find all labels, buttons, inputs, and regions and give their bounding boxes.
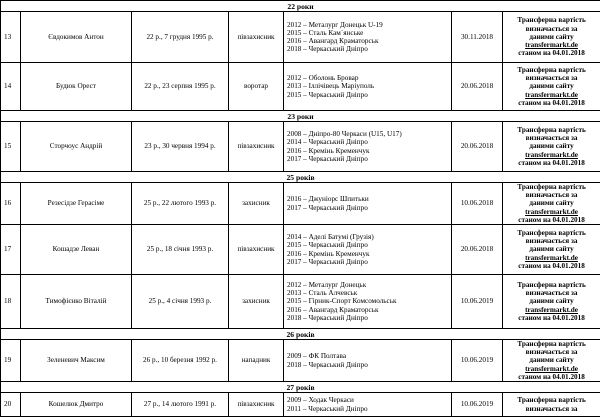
player-number: 16 — [1, 183, 21, 225]
player-age-birthdate: 22 р., 7 грудня 1995 р. — [132, 12, 229, 63]
value-note-line: станом на 04.01.2018 — [505, 99, 598, 107]
career-club-entry: 2012 – Оболонь Бровар — [287, 74, 449, 82]
player-position: півзахисник — [229, 393, 284, 417]
player-row — [1, 340, 600, 382]
age-group-row — [1, 329, 600, 340]
player-career-clubs — [284, 12, 452, 63]
value-note-line: Трансферна вартість — [505, 183, 598, 191]
player-career-clubs — [284, 122, 452, 172]
player-age-birthdate: 23 р., 30 червня 1994 р. — [132, 122, 229, 172]
career-club-entry: 2012 – Металург Донецьк U-19 — [287, 21, 449, 29]
contract-end-date: 10.06.2019 — [452, 275, 503, 329]
player-career-clubs — [284, 63, 452, 111]
transfermarkt-site-text: transfermarkt.de — [505, 91, 598, 99]
value-note-line: Трансферна вартість — [505, 396, 598, 404]
value-note-line: Трансферна вартість — [505, 66, 598, 74]
player-age-birthdate: 25 р., 4 січня 1993 р. — [132, 275, 229, 329]
player-row — [1, 225, 600, 275]
transfermarkt-site-text: transfermarkt.de — [505, 365, 598, 373]
value-note-line: станом на 04.01.2018 — [505, 262, 598, 270]
contract-end-date: 10.06.2018 — [452, 183, 503, 225]
player-number: 15 — [1, 122, 21, 172]
career-club-entry: 2016 – Авангард Краматорськ — [287, 37, 449, 45]
career-club-entry: 2015 – Гірник-Спорт Комсомольськ — [287, 297, 449, 305]
player-age-birthdate: 25 р., 18 січня 1993 р. — [132, 225, 229, 275]
value-note-line: даними сайту — [505, 199, 598, 207]
value-note-line: визначається за — [505, 237, 598, 245]
player-name: Зеленевич Максим — [21, 340, 132, 382]
transfer-value-note — [503, 183, 600, 225]
player-name: Резесідзе Герасіме — [21, 183, 132, 225]
value-note-line: визначається за — [505, 134, 598, 142]
transfermarkt-site-text: transfermarkt.de — [505, 306, 598, 314]
value-note-line: Трансферна вартість — [505, 281, 598, 289]
value-note-line: даними сайту — [505, 245, 598, 253]
player-number: 19 — [1, 340, 21, 382]
career-club-entry: 2015 – Черкаський Дніпро — [287, 241, 449, 249]
player-row — [1, 12, 600, 63]
career-club-entry: 2009 – Ходак Черкаси — [287, 396, 449, 404]
career-club-entry: 2018 – Черкаський Дніпро — [287, 361, 449, 369]
value-note-line: Трансферна вартість — [505, 126, 598, 134]
career-club-entry: 2013 – Сталь Алчевськ — [287, 289, 449, 297]
player-position: захисник — [229, 183, 284, 225]
value-note-line: станом на 04.01.2018 — [505, 49, 598, 57]
career-club-entry: 2018 – Черкаський Дніпро — [287, 45, 449, 53]
player-age-birthdate: 25 р., 22 лютого 1993 р. — [132, 183, 229, 225]
career-club-entry: 2012 – Металург Донецьк — [287, 281, 449, 289]
career-club-entry: 2009 – ФК Полтава — [287, 352, 449, 360]
player-row — [1, 275, 600, 329]
transfermarkt-site-text: transfermarkt.de — [505, 208, 598, 216]
player-name: Будюк Орест — [21, 63, 132, 111]
age-group-row — [1, 111, 600, 122]
player-row — [1, 122, 600, 172]
contract-end-date: 10.06.2019 — [452, 340, 503, 382]
player-name: Тимофієнко Віталій — [21, 275, 132, 329]
contract-end-date: 20.06.2018 — [452, 122, 503, 172]
career-club-entry: 2017 – Черкаський Дніпро — [287, 204, 449, 212]
contract-end-date: 30.11.2018 — [452, 12, 503, 63]
value-note-line: визначається за — [505, 191, 598, 199]
player-career-clubs — [284, 183, 452, 225]
player-name: Євдокимов Антон — [21, 12, 132, 63]
age-group-label: 27 років — [1, 382, 600, 393]
age-group-row — [1, 1, 600, 12]
contract-end-date: 20.06.2018 — [452, 63, 503, 111]
age-group-label: 23 роки — [1, 111, 600, 122]
player-name: Кошадзе Леван — [21, 225, 132, 275]
transfermarkt-site-text: transfermarkt.de — [505, 151, 598, 159]
career-club-entry: 2011 – Черкаський Дніпро — [287, 405, 449, 413]
player-number: 17 — [1, 225, 21, 275]
value-note-line: даними сайту — [505, 82, 598, 90]
transfermarkt-site-text: transfermarkt.de — [505, 41, 598, 49]
career-club-entry: 2015 – Черкаський Дніпро — [287, 91, 449, 99]
player-number: 14 — [1, 63, 21, 111]
players-table-body — [1, 1, 600, 417]
value-note-line: Трансферна вартість — [505, 340, 598, 348]
player-career-clubs — [284, 275, 452, 329]
career-club-entry: 2008 – Дніпро-80 Черкаси (U15, U17) — [287, 130, 449, 138]
player-name: Сторчоус Андрій — [21, 122, 132, 172]
value-note-line: Трансферна вартість — [505, 16, 598, 24]
player-position: півзахисник — [229, 122, 284, 172]
age-group-label: 26 років — [1, 329, 600, 340]
value-note-line: визначається за — [505, 405, 598, 413]
value-note-line: даними сайту — [505, 33, 598, 41]
value-note-line: даними сайту — [505, 142, 598, 150]
transfermarkt-site-text: transfermarkt.de — [505, 254, 598, 262]
player-row — [1, 183, 600, 225]
transfer-value-note — [503, 122, 600, 172]
transfer-value-note — [503, 275, 600, 329]
player-position: захисник — [229, 275, 284, 329]
value-note-line: визначається за — [505, 25, 598, 33]
player-position: воротар — [229, 63, 284, 111]
value-note-line: станом на 04.01.2018 — [505, 373, 598, 381]
career-club-entry: 2016 – Авангард Краматорськ — [287, 306, 449, 314]
career-club-entry: 2017 – Черкаський Дніпро — [287, 258, 449, 266]
player-name: Кошелюк Дмитро — [21, 393, 132, 417]
age-group-label: 22 роки — [1, 1, 600, 12]
contract-end-date: 20.06.2018 — [452, 225, 503, 275]
transfer-value-note — [503, 340, 600, 382]
value-note-line: станом на 04.01.2018 — [505, 216, 598, 224]
age-group-label: 25 років — [1, 172, 600, 183]
player-career-clubs — [284, 393, 452, 417]
career-club-entry: 2014 – Аделі Батумі (Грузія) — [287, 233, 449, 241]
career-club-entry: 2016 – Джуніорс Шпитьки — [287, 195, 449, 203]
value-note-line: визначається за — [505, 74, 598, 82]
player-number: 13 — [1, 12, 21, 63]
value-note-line: визначається за — [505, 348, 598, 356]
career-club-entry: 2018 – Черкаський Дніпро — [287, 314, 449, 322]
player-number: 20 — [1, 393, 21, 417]
value-note-line: Трансферна вартість — [505, 229, 598, 237]
player-position: півзахисник — [229, 225, 284, 275]
career-club-entry: 2016 – Кремінь Кременчук — [287, 250, 449, 258]
value-note-line: даними сайту — [505, 297, 598, 305]
career-club-entry: 2015 – Сталь Кам`янське — [287, 29, 449, 37]
player-career-clubs — [284, 225, 452, 275]
transfer-value-note — [503, 225, 600, 275]
player-row — [1, 393, 600, 417]
player-number: 18 — [1, 275, 21, 329]
player-position: нападник — [229, 340, 284, 382]
career-club-entry: 2014 – Черкаський Дніпро — [287, 138, 449, 146]
transfer-value-note — [503, 393, 600, 417]
value-note-line: даними сайту — [505, 356, 598, 364]
value-note-line: станом на 04.01.2018 — [505, 159, 598, 167]
player-career-clubs — [284, 340, 452, 382]
career-club-entry: 2013 – Іллічівець Маріуполь — [287, 82, 449, 90]
value-note-line: визначається за — [505, 289, 598, 297]
player-age-birthdate: 26 р., 10 березня 1992 р. — [132, 340, 229, 382]
player-age-birthdate: 27 р., 14 лютого 1991 р. — [132, 393, 229, 417]
player-row — [1, 63, 600, 111]
age-group-row — [1, 382, 600, 393]
transfer-value-note — [503, 63, 600, 111]
transfer-value-note — [503, 12, 600, 63]
age-group-row — [1, 172, 600, 183]
value-note-line: станом на 04.01.2018 — [505, 314, 598, 322]
career-club-entry: 2017 – Черкаський Дніпро — [287, 155, 449, 163]
career-club-entry: 2016 – Кремінь Кременчук — [287, 147, 449, 155]
contract-end-date: 10.06.2019 — [452, 393, 503, 417]
player-age-birthdate: 22 р., 23 серпня 1995 р. — [132, 63, 229, 111]
player-position: півзахисник — [229, 12, 284, 63]
